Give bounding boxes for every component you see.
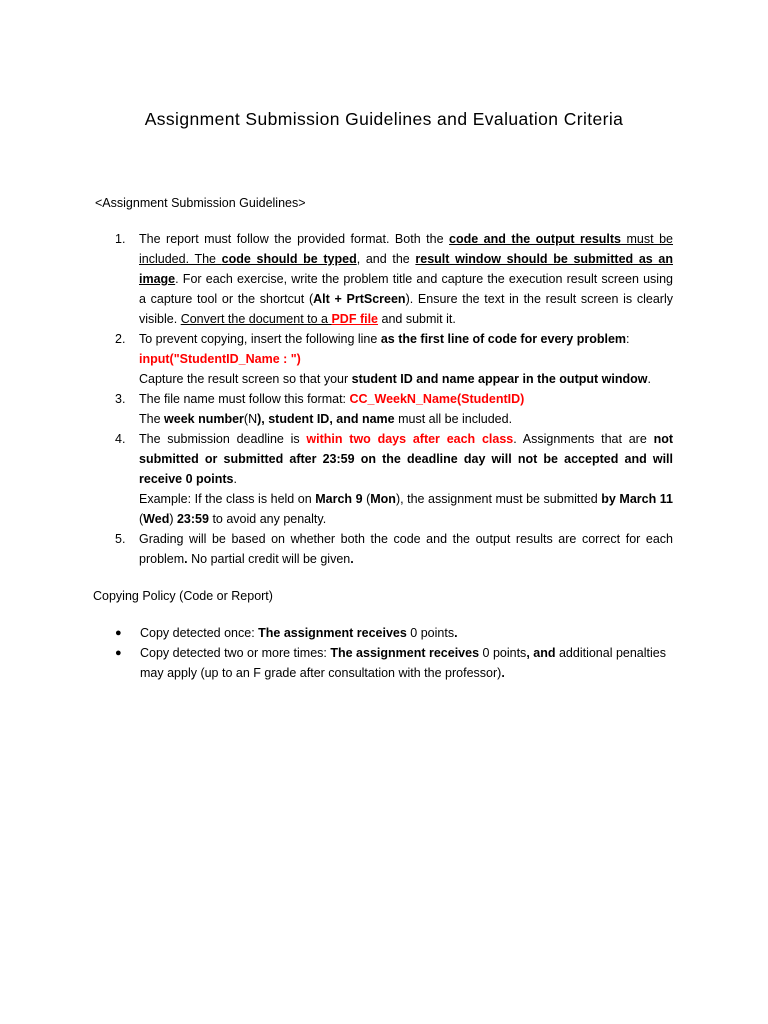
text-run: .	[454, 626, 458, 640]
guideline-item	[95, 429, 673, 529]
text-run: Alt + PrtScreen	[313, 292, 406, 306]
guidelines-heading: <Assignment Submission Guidelines>	[95, 196, 306, 210]
text-run: Mon	[370, 492, 396, 506]
text-run: March 9	[315, 492, 363, 506]
text-run: within two days after each class	[306, 432, 514, 446]
text-run: The submission deadline is	[139, 432, 307, 446]
text-run: additional penalties may apply (up to an F grade after consultation with the professor)	[140, 646, 666, 680]
policy-item	[95, 643, 675, 683]
guidelines-list	[95, 229, 673, 569]
text-run: code and the output results	[449, 232, 622, 246]
text-run: , and the	[356, 252, 416, 266]
text-run: The assignment receives	[258, 626, 407, 640]
guideline-item	[95, 389, 673, 429]
text-run: 0 points	[406, 626, 455, 640]
guideline-item	[95, 229, 673, 329]
guideline-item	[95, 329, 673, 389]
guideline-number: 2.	[115, 332, 126, 346]
text-run: to avoid any penalty.	[208, 512, 327, 526]
text-run: and submit it.	[378, 312, 456, 326]
text-run: . Assignments that are	[513, 432, 654, 446]
guideline-number: 4.	[115, 432, 126, 446]
text-run: Grading will be based on whether both the code and the output results are correct for each problem	[139, 532, 673, 566]
text-run: must be included. The	[139, 232, 673, 266]
guideline-number: 1.	[115, 232, 126, 246]
text-run: To prevent copying, insert the following line	[139, 332, 381, 346]
text-run: .	[647, 372, 651, 386]
text-run: CC_WeekN_Name(StudentID)	[349, 392, 525, 406]
text-run: Convert the document to a	[180, 312, 332, 326]
text-run: .	[184, 552, 188, 566]
text-run: student ID and name appear in the output window	[351, 372, 648, 386]
document-title: Assignment Submission Guidelines and Evaluation Criteria	[144, 109, 624, 129]
text-run: code should be typed	[221, 252, 357, 266]
policy-item	[95, 623, 675, 643]
bullet-icon: ●	[115, 627, 122, 639]
text-run: by March 11	[601, 492, 673, 506]
text-run: )	[169, 512, 177, 526]
guideline-number: 5.	[115, 532, 126, 546]
text-run: 0 points	[479, 646, 527, 660]
text-run: Example: If the class is held on	[139, 492, 316, 506]
text-run: 23:59	[176, 512, 209, 526]
text-run: as the first line of code for every problem	[380, 332, 627, 346]
text-run: not submitted or submitted after 23:59 on the deadline day will not be accepted and will receive 0 points	[139, 432, 673, 486]
bullet-icon: ●	[115, 647, 122, 659]
text-run: must all be included.	[394, 412, 513, 426]
copying-policy-list	[95, 623, 675, 683]
text-run: (	[139, 512, 144, 526]
text-run: Capture the result screen so that your	[139, 372, 352, 386]
text-run: ), student ID, and name	[257, 412, 395, 426]
text-run: result window should be submitted as an image	[139, 252, 673, 286]
text-run: No partial credit will be given	[187, 552, 351, 566]
guideline-item	[95, 529, 673, 569]
text-run: .	[233, 472, 237, 486]
copying-policy-heading: Copying Policy (Code or Report)	[93, 589, 273, 603]
text-run: ), the assignment must be submitted	[395, 492, 602, 506]
text-run: The assignment receives	[330, 646, 480, 660]
text-run: input("StudentID_Name : ")	[139, 352, 301, 366]
guideline-number: 3.	[115, 392, 126, 406]
text-run: (	[362, 492, 371, 506]
text-run: , and	[526, 646, 556, 660]
text-run: Copy detected two or more times:	[140, 646, 331, 660]
text-run: . For each exercise, write the problem title and capture the execution result screen using a capture tool or the shortcut (	[139, 272, 673, 306]
text-run: Wed	[143, 512, 170, 526]
text-run: Copy detected once:	[140, 626, 259, 640]
text-run: week number	[164, 412, 244, 426]
text-run: PDF file	[331, 312, 379, 326]
text-run: The report must follow the provided format. Both the	[139, 232, 450, 246]
text-run: The file name must follow this format:	[139, 392, 350, 406]
text-run: ). Ensure the text in the result screen is clearly visible.	[139, 292, 673, 326]
text-run: (N	[243, 412, 258, 426]
text-run: The	[139, 412, 165, 426]
text-run: :	[626, 332, 630, 346]
text-run: .	[350, 552, 354, 566]
text-run: .	[501, 666, 505, 680]
